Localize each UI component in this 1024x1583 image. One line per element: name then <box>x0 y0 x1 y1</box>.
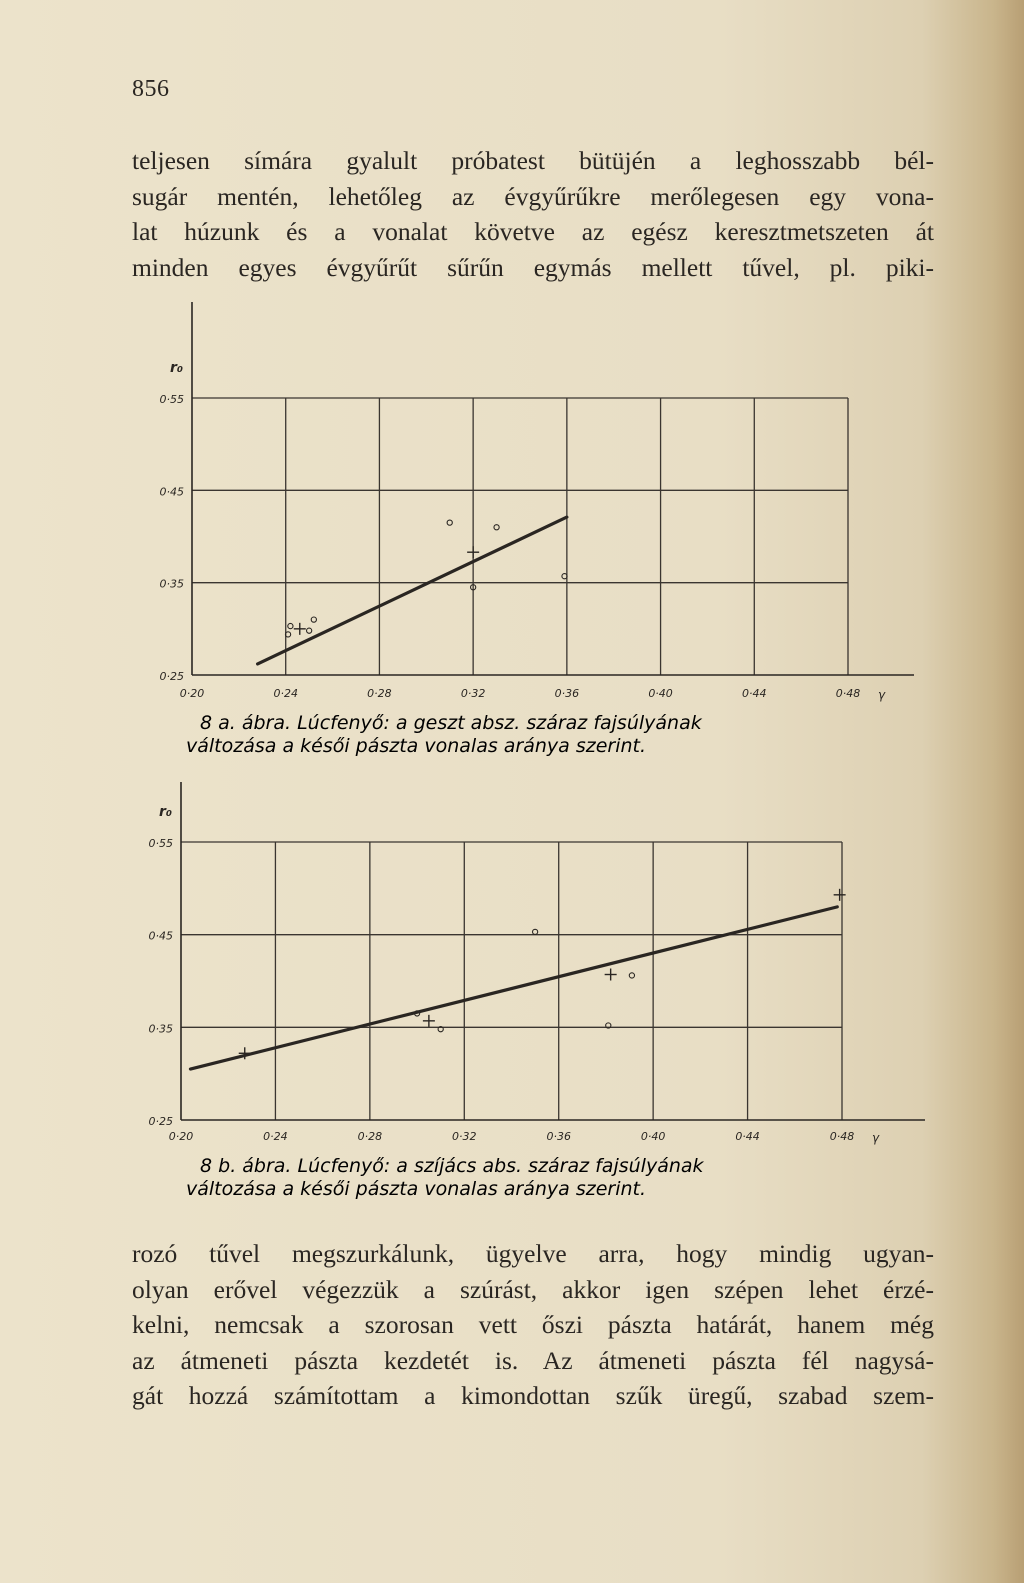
y-tick-label: 0·25 <box>148 1115 173 1128</box>
paragraph-line: rozó tűvel megszurkálunk, ügyelve arra, hogy mindig ugyan- <box>132 1239 934 1268</box>
x-tick-label: 0·32 <box>452 1130 477 1143</box>
paragraph-line: az átmeneti pászta kezdetét is. Az átmeneti pászta fél nagysá- <box>132 1345 934 1375</box>
paragraph-bottom <box>132 1236 934 1414</box>
y-tick-label: 0·55 <box>159 393 184 406</box>
caption-8b-line-1: 8 b. ábra. Lúcfenyő: a szíjács abs. száraz fajsúlyának <box>200 1155 704 1177</box>
x-tick-label: 0·20 <box>179 687 205 700</box>
y-tick-label: 0·25 <box>159 670 184 683</box>
paragraph-line: gát hozzá számítottam a kimondottan szűk üregű, szabad szem- <box>132 1381 934 1410</box>
caption-8a-line-2: változása a késői pászta vonalas aránya szerint. <box>186 735 647 757</box>
x-axis-label: γ <box>878 688 886 702</box>
y-tick-label: 0·55 <box>148 837 173 850</box>
x-tick-label: 0·48 <box>835 687 861 700</box>
caption-8b-line-2: változása a késői pászta vonalas aránya szerint. <box>186 1178 647 1200</box>
paragraph-line: kelni, nemcsak a szorosan vett őszi pászta határát, hanem még <box>132 1310 934 1339</box>
x-tick-label: 0·44 <box>735 1130 760 1143</box>
page-number: 856 <box>132 76 170 102</box>
paragraph-line: minden egyes évgyűrűt sűrűn egymás mellett tűvel, pl. piki- <box>132 252 934 282</box>
x-tick-label: 0·24 <box>273 687 298 700</box>
y-axis-label: r₀ <box>159 804 173 820</box>
x-axis-label: γ <box>872 1131 880 1145</box>
y-axis-label: r₀ <box>170 360 184 376</box>
paragraph-line: olyan erővel végezzük a szúrást, akkor igen szépen lehet érzé- <box>132 1274 934 1304</box>
x-tick-label: 0·28 <box>367 687 392 700</box>
paragraph-line: teljesen símára gyalult próbatest bütüjén a leghosszabb bél- <box>132 146 934 175</box>
x-tick-label: 0·48 <box>829 1130 855 1143</box>
paragraph-line: lat húzunk és a vonalat követve az egész keresztmetszeten át <box>132 217 934 246</box>
x-tick-label: 0·36 <box>546 1130 571 1143</box>
x-tick-label: 0·28 <box>357 1130 383 1143</box>
x-tick-label: 0·36 <box>554 687 580 700</box>
x-tick-label: 0·44 <box>742 687 767 700</box>
x-tick-label: 0·40 <box>640 1130 666 1143</box>
caption-8a-line-1: 8 a. ábra. Lúcfenyő: a geszt absz. száraz fajsúlyának <box>200 712 702 734</box>
x-tick-label: 0·40 <box>648 687 673 700</box>
paragraph-line: sugár mentén, lehetőleg az évgyűrűkre merőlegesen egy vona- <box>132 181 934 211</box>
x-tick-label: 0·20 <box>168 1130 194 1143</box>
x-tick-label: 0·32 <box>460 687 486 700</box>
y-tick-label: 0·35 <box>148 1022 173 1036</box>
y-tick-label: 0·35 <box>159 577 184 591</box>
x-tick-label: 0·24 <box>263 1130 288 1143</box>
y-tick-label: 0·45 <box>148 929 173 943</box>
y-tick-label: 0·45 <box>159 485 184 499</box>
